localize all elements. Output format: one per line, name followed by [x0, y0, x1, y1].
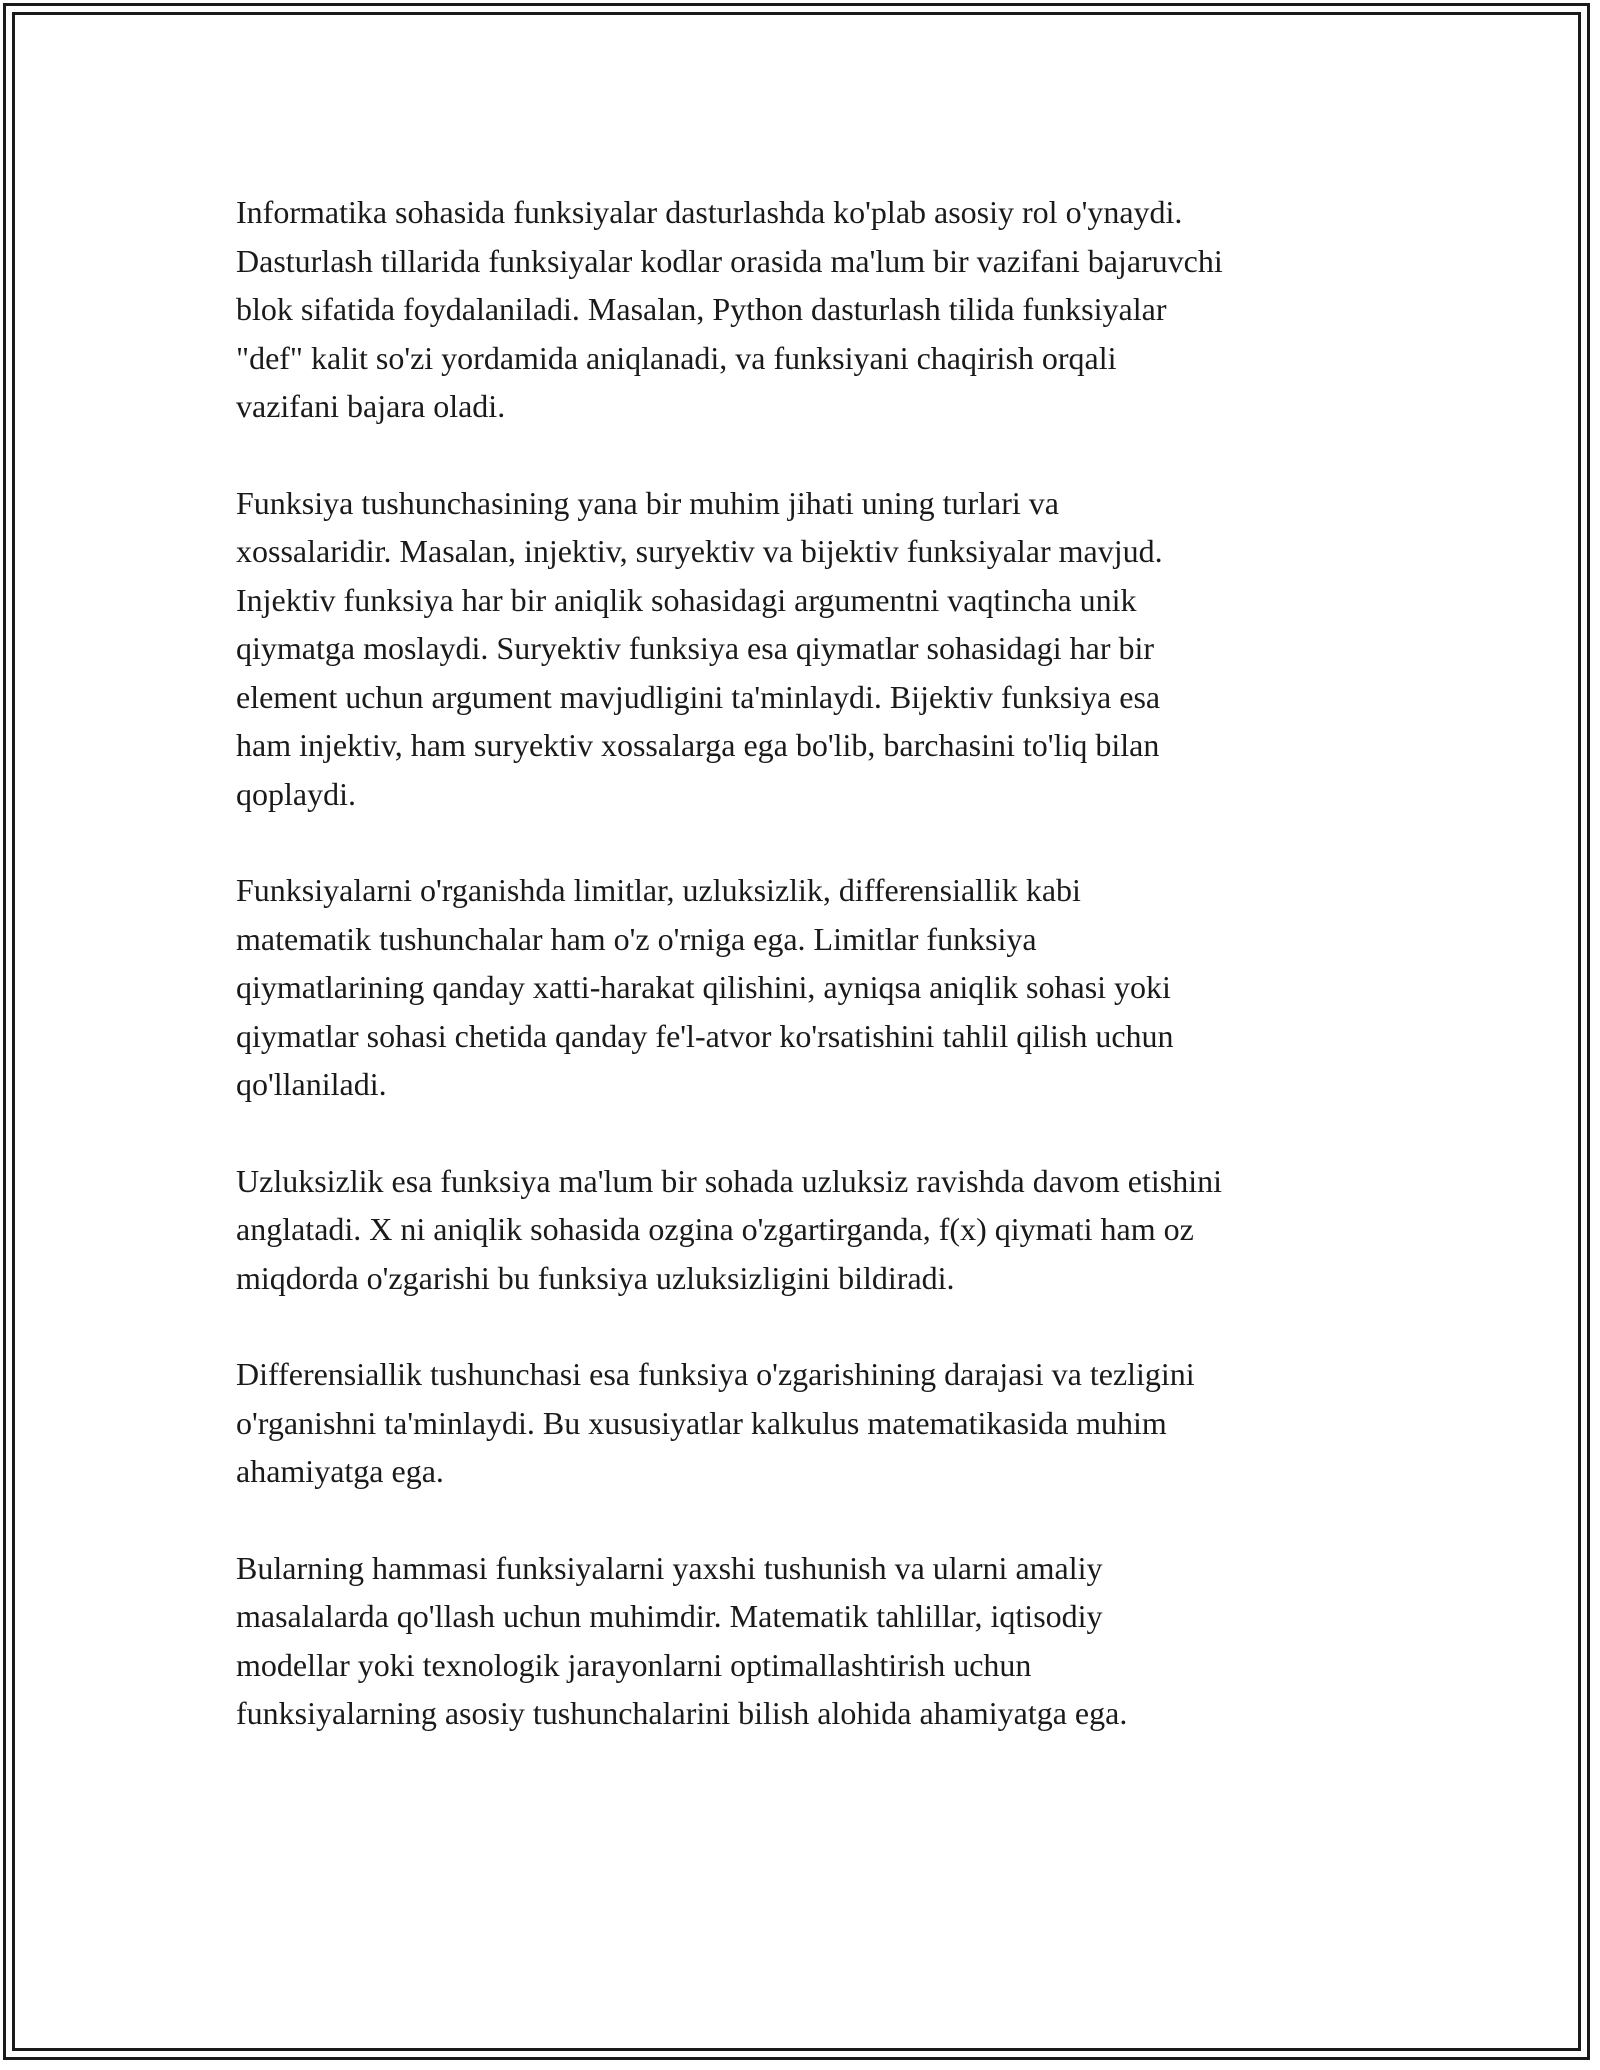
paragraph-functions-in-programming: Informatika sohasida funksiyalar dasturlashda ko'plab asosiy rol o'ynaydi. Dasturlash tillarida funksiyalar kodlar orasida ma'lum bir vazifani bajaruvchi blok sifatida foydalaniladi. Masalan, Python dasturlash tilida funksiyalar "def" kalit so'zi yordamida aniqlanadi, va funksiyani chaqirish orqali vazifani bajara oladi.: [236, 194, 1223, 424]
paragraph-continuity: Uzluksizlik esa funksiya ma'lum bir sohada uzluksiz ravishda davom etishini anglatadi. X ni aniqlik sohasida ozgina o'zgartirganda, f(x) qiymati ham oz miqdorda o'zgarishi bu funksiya uzluksizligini bildiradi.: [236, 1162, 1222, 1296]
paragraph-function-types: Funksiya tushunchasining yana bir muhim jihati uning turlari va xossalaridir. Masalan, injektiv, suryektiv va bijektiv funksiyalar mavjud. Injektiv funksiya har bir aniqlik sohasidagi argumentni vaqtincha unik qiymatga moslaydi. Suryektiv funksiya esa qiymatlar sohasidagi har bir element uchun argument mavjudligini ta'minlaydi. Bijektiv funksiya esa ham injektiv, ham suryektiv xossalarga ega bo'lib, barchasini to'liq bilan qoplaydi.: [236, 484, 1163, 812]
document-body: [236, 188, 1386, 1786]
paragraph-conclusion: Bularning hammasi funksiyalarni yaxshi tushunish va ularni amaliy masalalarda qo'llash uchun muhimdir. Matematik tahlillar, iqtisodiy modellar yoki texnologik jarayonlarni optimallashtirish uchun funksiyalarning asosiy tushunchalarini bilish alohida ahamiyatga ega.: [236, 1549, 1128, 1731]
paragraph-limits: Funksiyalarni o'rganishda limitlar, uzluksizlik, differensiallik kabi matematik tushunchalar ham o'z o'rniga ega. Limitlar funksiya qiymatlarining qanday xatti-harakat qilishini, ayniqsa aniqlik sohasi yoki qiymatlar sohasi chetida qanday fe'l-atvor ko'rsatishini tahlil qilish uchun qo'llaniladi.: [236, 872, 1174, 1102]
paragraph-differentiability: Differensiallik tushunchasi esa funksiya o'zgarishining darajasi va tezligini o'rganishni ta'minlaydi. Bu xususiyatlar kalkulus matematikasida muhim ahamiyatga ega.: [236, 1356, 1195, 1489]
